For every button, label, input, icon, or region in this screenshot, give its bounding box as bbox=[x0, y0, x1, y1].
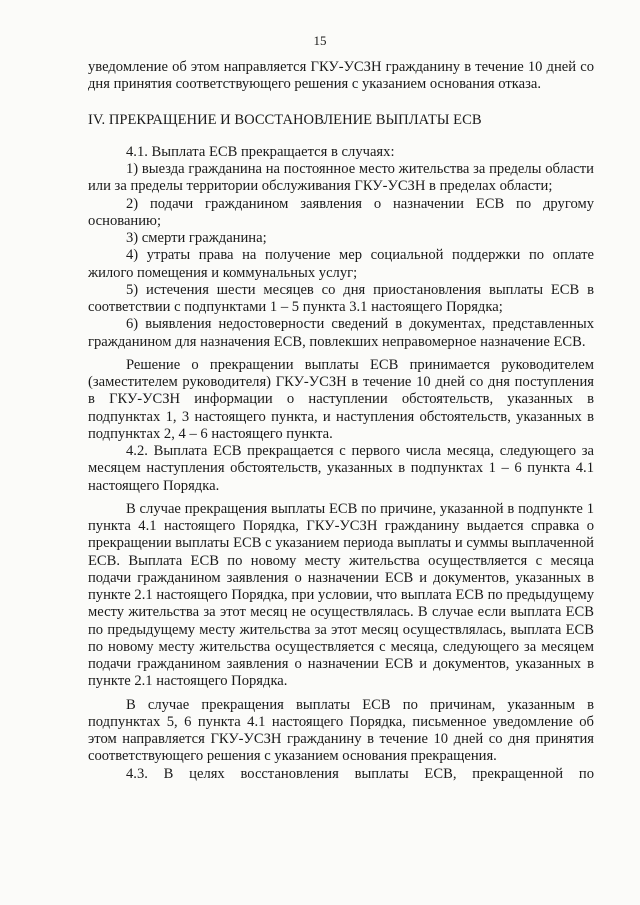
paragraph-4-3: 4.3. В целях восстановления выплаты ЕСВ, прекращенной по bbox=[126, 765, 594, 782]
intro-paragraph: уведомление об этом направляется ГКУ-УСЗН гражданину в течение 10 дней со дня принятия соответствующего решения с указанием основания отказа. bbox=[88, 59, 594, 93]
page-number: 15 bbox=[313, 33, 327, 48]
list-item-6: 6) выявления недостоверности сведений в документах, представленных гражданином для назначения ЕСВ, повлекших неправомерное назначение ЕСВ. bbox=[88, 316, 594, 350]
section-heading: IV. ПРЕКРАЩЕНИЕ И ВОССТАНОВЛЕНИЕ ВЫПЛАТЫ ЕСВ bbox=[88, 111, 482, 128]
paragraph-4-1: 4.1. Выплата ЕСВ прекращается в случаях: bbox=[126, 143, 395, 160]
notification-paragraph: В случае прекращения выплаты ЕСВ по причинам, указанным в подпунктах 5, 6 пункта 4.1 настоящего Порядка, письменное уведомление об этом направляется ГКУ-УСЗН гражданину в течение 10 дней со дня принятия соответствующего решения с указанием основания прекращения. bbox=[88, 696, 594, 765]
list-item-3: 3) смерти гражданина; bbox=[126, 230, 267, 246]
document-body bbox=[88, 59, 594, 783]
list-item-5: 5) истечения шести месяцев со дня приостановления выплаты ЕСВ в соответствии с подпунктами 1 – 5 пункта 3.1 настоящего Порядка; bbox=[88, 281, 594, 315]
decision-paragraph: Решение о прекращении выплаты ЕСВ принимается руководителем (заместителем руководителя) ГКУ-УСЗН в течение 10 дней со дня поступления в ГКУ-УСЗН информации о наступлении обстоятельств, указанных в подпунктах 1, 3 настоящего пункта, и наступления обстоятельств, указанных в подпунктах 2, 4 – 6 настоящего пункта. bbox=[88, 356, 594, 442]
paragraph-4-2: 4.2. Выплата ЕСВ прекращается с первого числа месяца, следующего за месяцем наступления обстоятельств, указанных в подпунктах 1 – 6 пункта 4.1 настоящего Порядка. bbox=[88, 443, 594, 494]
relocation-paragraph: В случае прекращения выплаты ЕСВ по причине, указанной в подпункте 1 пункта 4.1 настоящего Порядка, ГКУ-УСЗН гражданину выдается справка о прекращении выплаты ЕСВ с указанием периода выплаты и суммы выплаченной ЕСВ. Выплата ЕСВ по новому месту жительства осуществляется с месяца подачи гражданином заявления о назначении ЕСВ и документов, указанных в пункте 2.1 настоящего Порядка, при условии, что выплата ЕСВ по предыдущему месту жительства за этот месяц не осуществлялась. В случае если выплата ЕСВ по предыдущему месту жительства за этот месяц осуществлялась, выплата ЕСВ по новому месту жительства осуществляется с месяца, следующего за месяцем подачи гражданином заявления о назначении ЕСВ и документов, указанных в пункте 2.1 настоящего Порядка. bbox=[88, 500, 594, 690]
list-item-4: 4) утраты права на получение мер социальной поддержки по оплате жилого помещения и коммунальных услуг; bbox=[88, 247, 594, 281]
list-item-1: 1) выезда гражданина на постоянное место жительства за пределы области или за пределы территории обслуживания ГКУ-УСЗН в пределах области; bbox=[88, 161, 594, 195]
list-item-2: 2) подачи гражданином заявления о назначении ЕСВ по другому основанию; bbox=[88, 195, 594, 229]
